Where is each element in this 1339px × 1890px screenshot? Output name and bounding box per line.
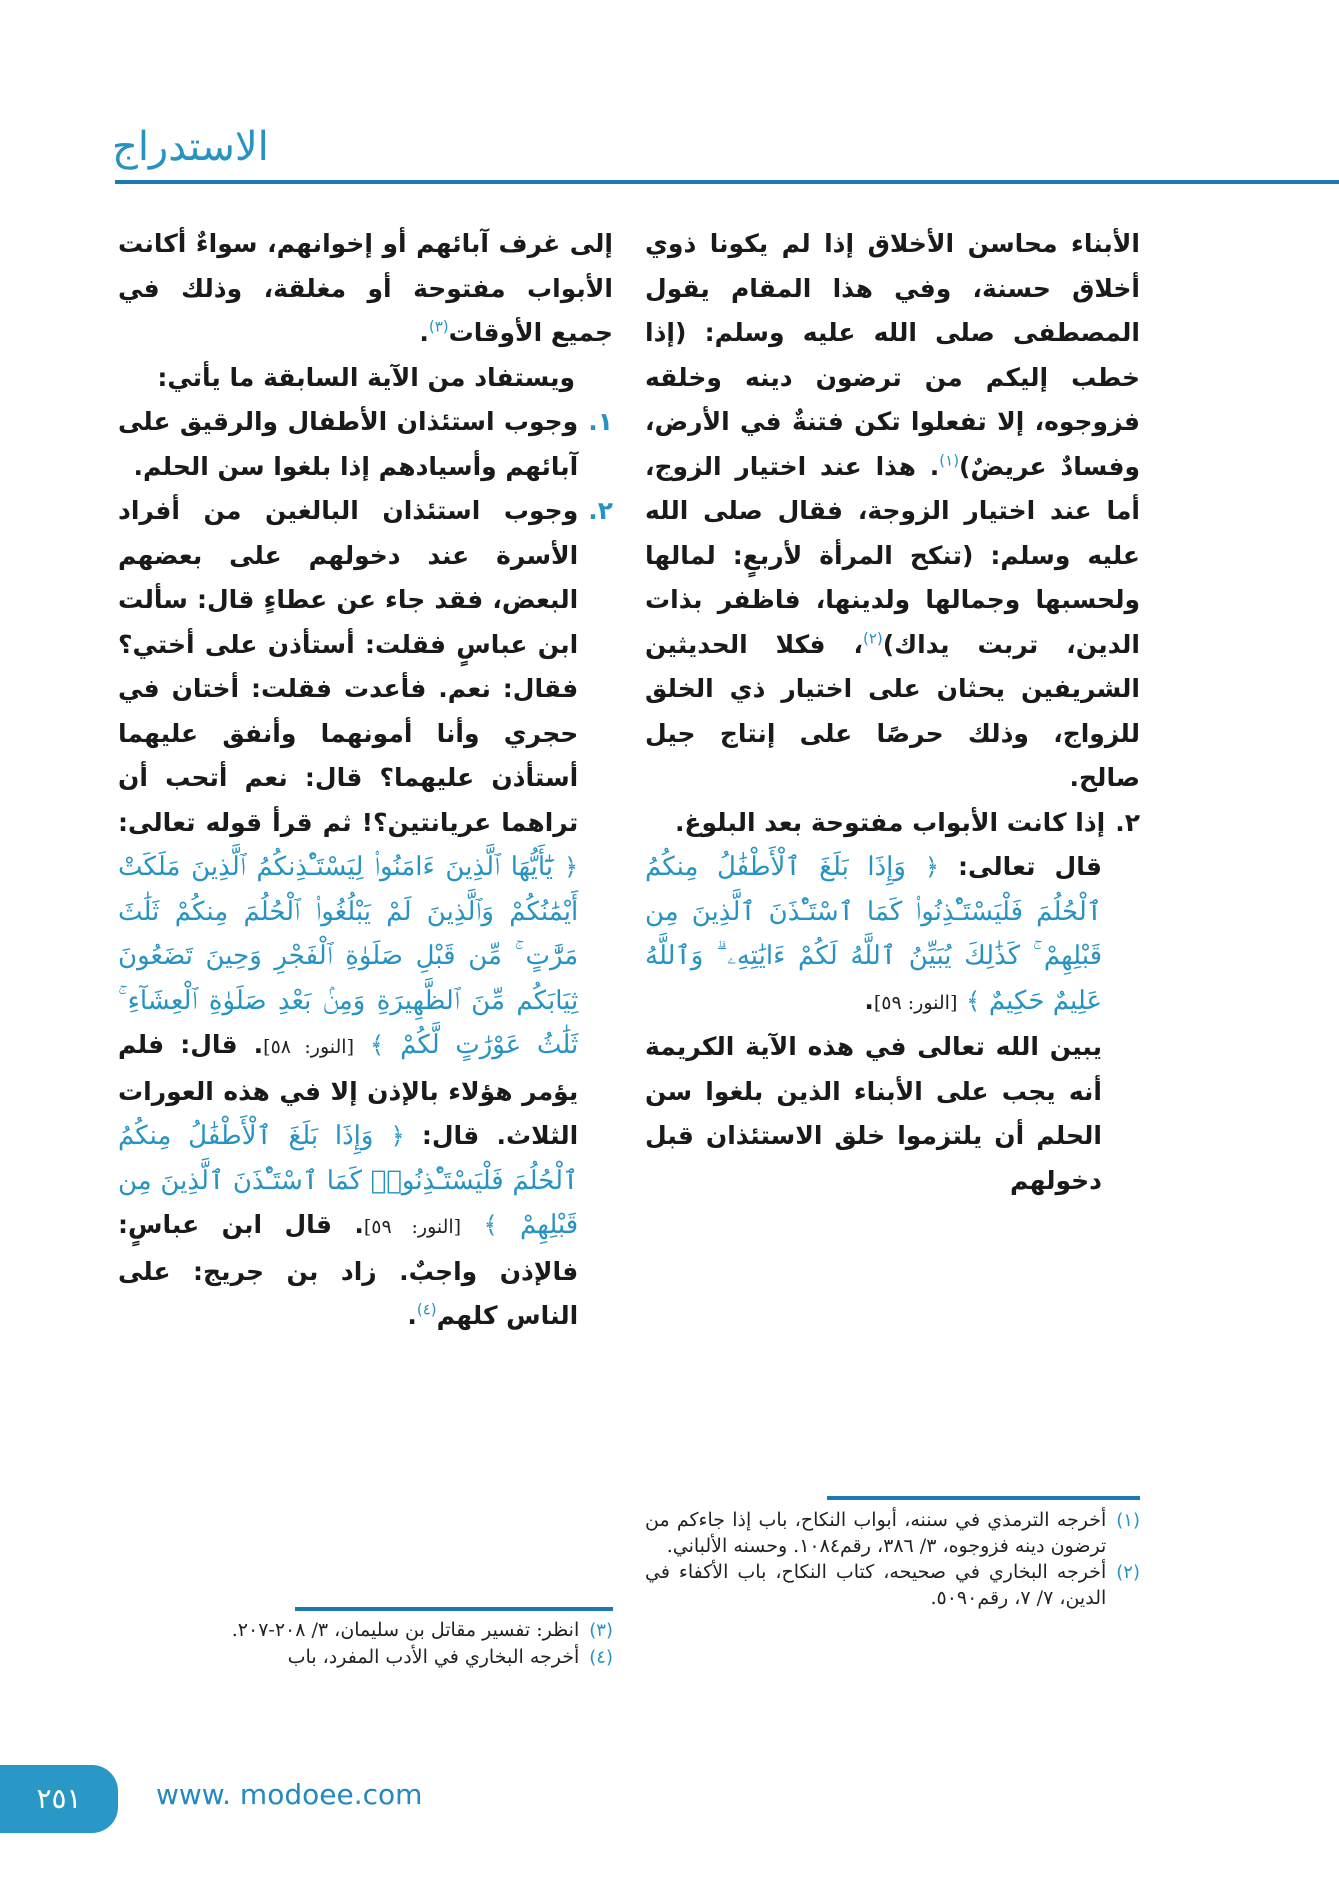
footnote-divider bbox=[827, 1496, 1140, 1500]
paragraph-text: ، فكلا الحديثين الشريفين يحثان على اختيار ذي الخلق للزواج، وذلك حرصًا على إنتاج جيل صالح. bbox=[645, 629, 1140, 792]
ornate-bracket-close-icon: ﴾ bbox=[370, 1031, 385, 1059]
paragraph-text: . قال ابن عباسٍ: فالإذن واجبٌ. زاد بن جريج: على الناس كلهم bbox=[118, 1210, 579, 1330]
ornate-bracket-open-icon: ﴿ bbox=[564, 853, 579, 881]
verse-reference: [النور: ٥٨] bbox=[263, 1036, 354, 1058]
list-item bbox=[118, 400, 613, 489]
hadith-quote: (إذا خطب إليكم من ترضون دينه وخلقه فزوجوه، إلا تفعلوا تكن فتنةٌ في الأرض، وفسادٌ عريضٌ) bbox=[645, 318, 1140, 481]
footnote bbox=[118, 1618, 613, 1644]
ornate-bracket-close-icon: ﴾ bbox=[483, 1211, 498, 1239]
list-number: ١. bbox=[588, 407, 613, 436]
list-text bbox=[118, 489, 578, 1339]
paragraph bbox=[645, 1025, 1140, 1203]
paragraph-text: يبين الله تعالى في هذه الآية الكريمة أنه يجب على الأبناء الذين بلغوا سن الحلم أن يلتزموا خلق الاستئذان قبل دخولهم bbox=[645, 1032, 1102, 1195]
quran-verse: وَإِذَا بَلَغَ ٱلْأَطْفَٰلُ مِنكُمُ ٱلْحُلُمَ فَلْيَسْتَـْٔذِنُوا۟ كَمَا ٱسْتَـْٔذَنَ ٱلَّذِينَ مِن قَبْلِهِمْ bbox=[118, 1121, 579, 1240]
footnotes-right bbox=[645, 1508, 1140, 1612]
list-text: إذا كانت الأبواب مفتوحة بعد البلوغ. bbox=[674, 807, 1106, 837]
paragraph-text: الأبناء محاسن الأخلاق إذا لم يكونا ذوي أخلاق حسنة، وفي هذا المقام يقول المصطفى صلى الله عليه وسلم: bbox=[645, 229, 1140, 347]
ornate-bracket-close-icon: ﴾ bbox=[966, 986, 981, 1015]
list-text-body: وجوب استئذان البالغين من أفراد الأسرة عند دخولهم على بعضهم البعض، فقد جاء عن عطاءٍ قال: سألت ابن عباسٍ فقلت: أستأذن على أختي؟ فقال: نعم. فأعدت فقلت: أختان في حجري وأنا أمونهما وأنفق عليهما أستأذن عليهما؟ قال: نعم أتحب أن تراهما عريانتين؟! ثم قرأ قوله تعالى: bbox=[118, 496, 579, 837]
quran-verse: يَٰٓأَيُّهَا ٱلَّذِينَ ءَامَنُوا۟ لِيَسْتَـْٔذِنكُمُ ٱلَّذِينَ مَلَكَتْ أَيْمَٰنُكُمْ وَٱلَّذِينَ لَمْ يَبْلُغُوا۟ ٱلْحُلُمَ مِنكُمْ ثَلَٰثَ مَرَّٰتٍ ۚ مِّن قَبْلِ صَلَوٰةِ ٱلْفَجْرِ وَحِينَ تَضَعُونَ ثِيَابَكُم مِّنَ ٱلظَّهِيرَةِ وَمِنۢ بَعْدِ صَلَوٰةِ ٱلْعِشَآءِ ۚ ثَلَٰثُ عَوْرَٰتٍ لَّكُمْ bbox=[118, 852, 579, 1060]
list-number: ٢. bbox=[588, 496, 613, 525]
paragraph bbox=[645, 222, 1140, 801]
list-text: وجوب استئذان الأطفال والرقيق على آبائهم وأسيادهم إذا بلغوا سن الحلم. bbox=[118, 407, 579, 481]
footnote bbox=[118, 1645, 613, 1671]
hadith-quote: (تنكح المرأة لأربعٍ: لمالها ولحسبها وجمالها ولدينها، فاظفر بذات الدين، تربت يداك) bbox=[645, 540, 1140, 659]
period: . bbox=[419, 318, 429, 347]
verse-intro: قال تعالى: bbox=[958, 852, 1102, 881]
chapter-title: الاستدراج bbox=[112, 124, 269, 170]
footnote-text: أخرجه البخاري في الأدب المفرد، باب bbox=[287, 1645, 580, 1668]
footnote-ref-1[interactable]: (١) bbox=[939, 451, 960, 470]
paragraph-text: . قال: فلم يؤمر هؤلاء بالإذن إلا في هذه العورات الثلاث. قال: bbox=[118, 1030, 579, 1150]
right-column bbox=[645, 222, 1140, 1203]
paragraph-text: . هذا عند اختيار الزوج، أما عند اختيار الزوجة، فقال صلى الله عليه وسلم: bbox=[645, 451, 1140, 570]
paragraph bbox=[118, 222, 613, 356]
ornate-bracket-open-icon: ﴿ bbox=[924, 853, 939, 881]
footnote-ref-3[interactable]: (٣) bbox=[428, 317, 449, 336]
footnote bbox=[645, 1560, 1140, 1611]
paragraph bbox=[118, 356, 613, 401]
footnote-number: (١) bbox=[1116, 1510, 1140, 1531]
page-number-badge: ٢٥١ bbox=[0, 1765, 118, 1833]
paragraph-text: إلى غرف آبائهم أو إخوانهم، سواءٌ أكانت الأبواب مفتوحة أو مغلقة، وذلك في جميع الأوقات bbox=[118, 229, 613, 347]
verse-reference: [النور: ٥٩] bbox=[873, 991, 958, 1014]
left-column bbox=[118, 222, 613, 1339]
list-item bbox=[645, 801, 1140, 846]
header-divider bbox=[115, 180, 1339, 184]
footnote-number: (٤) bbox=[589, 1646, 613, 1668]
verse-paragraph bbox=[645, 845, 1140, 1025]
verse-reference: [النور: ٥٩] bbox=[363, 1216, 462, 1238]
paragraph-text: ويستفاد من الآية السابقة ما يأتي: bbox=[157, 362, 575, 392]
period: . bbox=[407, 1301, 417, 1330]
list-item bbox=[118, 489, 613, 1339]
list-number: ٢. bbox=[1115, 807, 1140, 837]
period: . bbox=[864, 985, 874, 1015]
footnote-text: أخرجه الترمذي في سننه، أبواب النكاح، باب إذا جاءكم من ترضون دينه فزوجوه، ٣/ ٣٨٦، رقم١٠٨٤. وحسنه الألباني. bbox=[645, 1509, 1107, 1557]
ornate-bracket-open-icon: ﴿ bbox=[390, 1122, 405, 1150]
website-link[interactable]: www. modoee.com bbox=[156, 1778, 423, 1811]
footnote-text: أخرجه البخاري في صحيحه، كتاب النكاح، باب الأكفاء في الدين، ٧/ ٧، رقم٥٠٩٠. bbox=[645, 1561, 1107, 1609]
footnote-ref-2[interactable]: (٢) bbox=[863, 629, 883, 648]
footnote bbox=[645, 1508, 1140, 1559]
footnote-divider bbox=[295, 1607, 613, 1611]
footnote-number: (٢) bbox=[1116, 1562, 1140, 1583]
quran-verse: وَإِذَا بَلَغَ ٱلْأَطْفَٰلُ مِنكُمُ ٱلْحُلُمَ فَلْيَسْتَـْٔذِنُوا۟ كَمَا ٱسْتَـْٔذَنَ ٱلَّذِينَ مِن قَبْلِهِمْ ۚ كَذَٰلِكَ يُبَيِّنُ ٱللَّهُ لَكُمْ ءَايَٰتِهِۦ ۗ وَٱللَّهُ عَلِيمٌ حَكِيمٌ bbox=[645, 852, 1102, 1016]
footnote-number: (٣) bbox=[589, 1620, 613, 1641]
footnote-text: انظر: تفسير مقاتل بن سليمان، ٣/ ٢٠٨-٢٠٧. bbox=[231, 1619, 580, 1641]
footnotes-left bbox=[118, 1618, 613, 1671]
footnote-ref-4[interactable]: (٤) bbox=[416, 1300, 437, 1319]
